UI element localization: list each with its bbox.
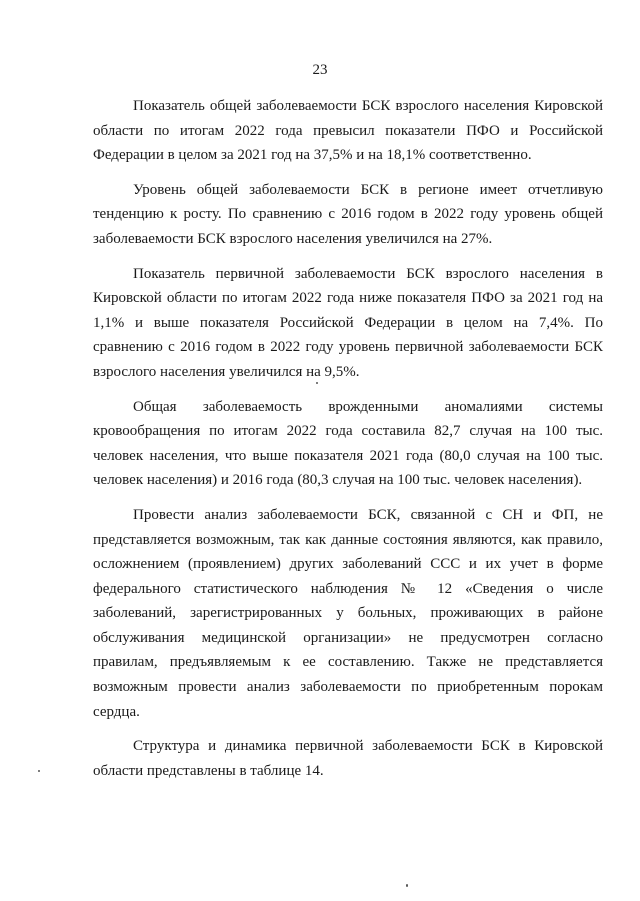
paragraph-morbidity-trend: Уровень общей заболеваемости БСК в регионе имеет отчетливую тенденцию к росту. По сравнению с 2016 годом в 2022 году уровень общей заболеваемости БСК взрослого населения увеличился на 27%. [93, 181, 603, 247]
scan-speck [406, 884, 408, 887]
document-body [93, 94, 603, 793]
scan-speck [38, 770, 40, 772]
paragraph-primary-morbidity: Показатель первичной заболеваемости БСК взрослого населения в Кировской области по итогам 2022 года ниже показателя ПФО за 2021 год на 1,1% и выше показателя Российской Федерации в целом на 7,4%. По сравнению с 2016 годом в 2022 году уровень первичной заболеваемости БСК взрослого населения увеличился на 9,5%. [93, 265, 603, 380]
paragraph-analysis-limitations: Провести анализ заболеваемости БСК, связанной с СН и ФП, не представляется возможным, так как данные состояния являются, как правило, осложнением (проявлением) других заболеваний ССС и их учет в форме федерального статистического наблюдения № 12 «Сведения о числе заболеваний, зарегистрированных у больных, проживающих в районе обслуживания медицинской организации» не предусмотрен согласно правилам, предъявляемым к ее составлению. Также не представляется возможным провести анализ заболеваемости по приобретенным порокам сердца. [93, 506, 603, 720]
paragraph-general-morbidity: Показатель общей заболеваемости БСК взрослого населения Кировской области по итогам 2022 года превысил показатели ПФО и Российской Федерации в целом за 2021 год на 37,5% и на 18,1% соответственно. [93, 98, 603, 164]
page-number: 23 [312, 62, 328, 78]
paragraph-congenital-anomalies: Общая заболеваемость врожденными аномалиями системы кровообращения по итогам 2022 года составила 82,7 случая на 100 тыс. человек населения, что выше показателя 2021 года (80,0 случая на 100 тыс. человек населения) и 2016 года (80,3 случая на 100 тыс. человек населения). [93, 398, 603, 489]
scan-speck [316, 382, 318, 384]
paragraph-table-reference: Структура и динамика первичной заболеваемости БСК в Кировской области представлены в таблице 14. [93, 738, 603, 779]
